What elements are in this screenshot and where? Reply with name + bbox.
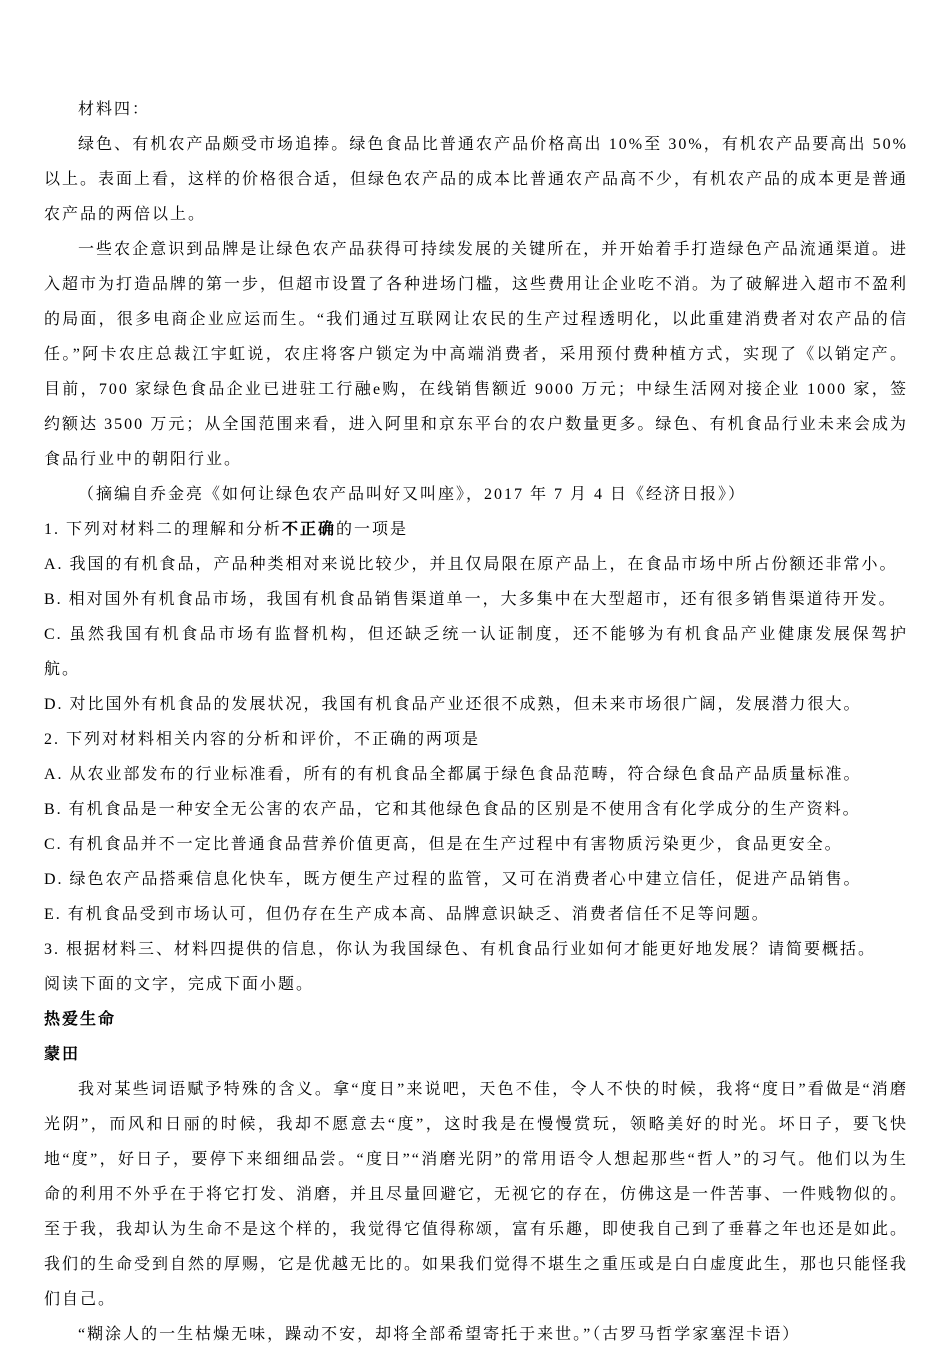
question-1-stem (44, 512, 908, 547)
text-run: A. 从农业部发布的行业标准看，所有的有机食品全都属于绿色食品范畴，符合绿色食品产品质量标准。 (44, 766, 862, 783)
emphasis-text-run: 不正确 (282, 521, 337, 538)
reading-instruction (44, 967, 908, 1002)
text-run: 阅读下面的文字，完成下面小题。 (44, 976, 315, 993)
question-2-option-d (44, 862, 908, 897)
text-run: 1. 下列对材料二的理解和分析 (44, 521, 283, 538)
text-run: 的一项是 (336, 521, 409, 538)
material-four-source-citation (44, 477, 908, 512)
emphasis-text-run: 蒙田 (44, 1046, 81, 1063)
question-2-option-c (44, 827, 908, 862)
material-four-paragraph-1 (44, 127, 908, 232)
question-2-option-e (44, 897, 908, 932)
question-1-option-a (44, 547, 908, 582)
text-run: 一些农企意识到品牌是让绿色农产品获得可持续发展的关键所在，并开始着手打造绿色产品流通渠道。进入超市为打造品牌的第一步，但超市设置了各种进场门槛，这些费用让企业吃不消。为了破解进入超市不盈利的局面，很多电商企业应运而生。“我们通过互联网让农民的生产过程透明化，以此重建消费者对农产品的信任。”阿卡农庄总裁江宇虹说，农庄将客户锁定为中高端消费者，采用预付费种植方式，实现了《以销定产。目前，700 家绿色食品企业已进驻工行融e购，在线销售额近 9000 万元；中绿生活网对接企业 1000 家，签约额达 3500 万元；从全国范围来看，进入阿里和京东平台的农户数量更多。绿色、有机食品行业未来会成为食品行业中的朝阳行业。 (44, 241, 909, 468)
question-2-stem (44, 722, 908, 757)
document-body (44, 92, 908, 1352)
text-run: E. 有机食品受到市场认可，但仍存在生产成本高、品牌意识缺乏、消费者信任不足等问题。 (44, 906, 770, 923)
text-run: “糊涂人的一生枯燥无味，躁动不安，却将全部希望寄托于来世。”（古罗马哲学家塞涅卡语） (78, 1326, 801, 1343)
text-run: D. 绿色农产品搭乘信息化快车，既方便生产过程的监管，又可在消费者心中建立信任，促进产品销售。 (44, 871, 862, 888)
material-four-paragraph-2 (44, 232, 908, 477)
question-1-option-b (44, 582, 908, 617)
text-run: 我对某些词语赋予特殊的含义。拿“度日”来说吧，天色不佳，令人不快的时候，我将“度日”看做是“消磨光阴”，而风和日丽的时候，我却不愿意去“度”，这时我是在慢慢赏玩，领略美好的时光。坏日子，要飞快地“度”，好日子，要停下来细细品尝。“度日”“消磨光阴”的常用语令人想起那些“哲人”的习气。他们以为生命的利用不外乎在于将它打发、消磨，并且尽量回避它，无视它的存在，仿佛这是一件苦事、一件贱物似的。至于我，我却认为生命不是这个样的，我觉得它值得称颂，富有乐趣，即使我自己到了垂暮之年也还是如此。我们的生命受到自然的厚赐，它是优越无比的。如果我们觉得不堪生之重压或是白白虚度此生，那也只能怪我们自己。 (44, 1081, 909, 1308)
essay-author (44, 1037, 908, 1072)
essay-title (44, 1002, 908, 1037)
text-run: 绿色、有机农产品颇受市场追捧。绿色食品比普通农产品价格高出 10%至 30%，有机农产品要高出 50%以上。表面上看，这样的价格很合适，但绿色农产品的成本比普通农产品高不少，有机农产品的成本更是普通农产品的两倍以上。 (44, 136, 909, 223)
material-four-label (44, 92, 908, 127)
question-2-option-b (44, 792, 908, 827)
text-run: B. 相对国外有机食品市场，我国有机食品销售渠道单一，大多集中在大型超市，还有很多销售渠道待开发。 (44, 591, 897, 608)
text-run: C. 虽然我国有机食品市场有监督机构，但还缺乏统一认证制度，还不能够为有机食品产业健康发展保驾护航。 (44, 626, 908, 678)
text-run: D. 对比国外有机食品的发展状况，我国有机食品产业还很不成熟，但未来市场很广阔，发展潜力很大。 (44, 696, 862, 713)
essay-quote (44, 1317, 908, 1352)
question-1-option-d (44, 687, 908, 722)
text-run: （摘编自乔金亮《如何让绿色农产品叫好又叫座》，2017 年 7 月 4 日《经济日报》） (78, 486, 747, 503)
text-run: B. 有机食品是一种安全无公害的农产品，它和其他绿色食品的区别是不使用含有化学成分的生产资料。 (44, 801, 861, 818)
question-2-option-a (44, 757, 908, 792)
text-run: 材料四： (78, 101, 151, 118)
text-run: 3. 根据材料三、材料四提供的信息，你认为我国绿色、有机食品行业如何才能更好地发展？请简要概括。 (44, 941, 877, 958)
emphasis-text-run: 热爱生命 (44, 1011, 117, 1028)
question-3-stem (44, 932, 908, 967)
text-run: 2. 下列对材料相关内容的分析和评价，不正确的两项是 (44, 731, 481, 748)
essay-paragraph-1 (44, 1072, 908, 1317)
text-run: A. 我国的有机食品，产品种类相对来说比较少，并且仅局限在原产品上，在食品市场中所占份额还非常小。 (44, 556, 898, 573)
text-run: C. 有机食品并不一定比普通食品营养价值更高，但是在生产过程中有害物质污染更少，食品更安全。 (44, 836, 843, 853)
question-1-option-c (44, 617, 908, 687)
